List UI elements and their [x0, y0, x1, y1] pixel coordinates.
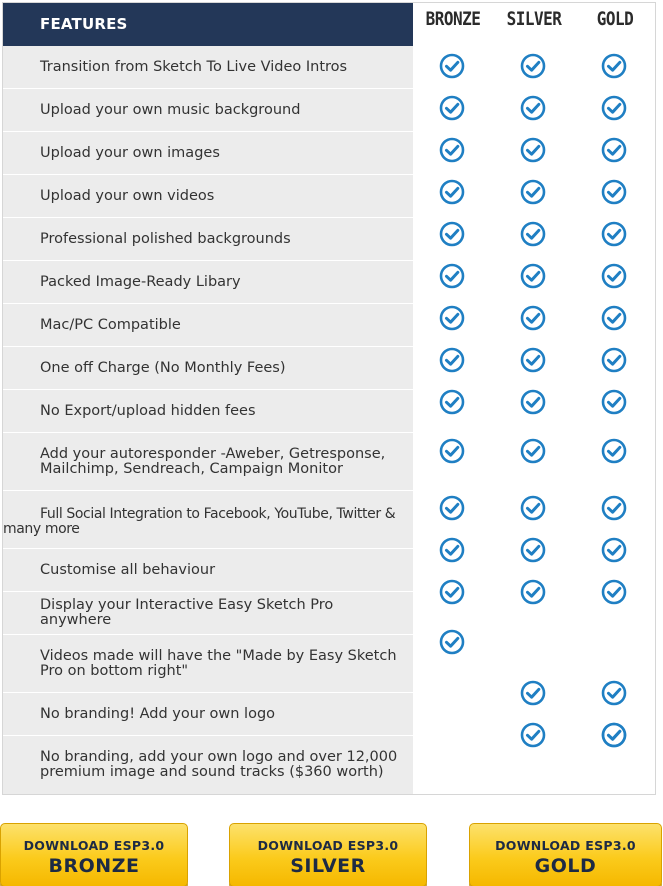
- check-circle-icon: [439, 137, 465, 163]
- feature-label: Add your autoresponder -Aweber, Getresponse, Mailchimp, Sendreach, Campaign Monitor: [40, 445, 386, 477]
- check-circle-icon: [601, 263, 627, 289]
- feature-row: [3, 635, 413, 693]
- feature-row: [3, 347, 413, 390]
- feature-row: [3, 592, 413, 635]
- plan-header-silver: SILVER: [506, 7, 562, 30]
- check-circle-icon: [601, 537, 627, 563]
- check-circle-icon: [520, 347, 546, 373]
- feature-label: Customise all behaviour: [40, 561, 216, 578]
- check-circle-icon: [439, 629, 465, 655]
- feature-label: One off Charge (No Monthly Fees): [40, 359, 286, 376]
- feature-row: [3, 261, 413, 304]
- feature-label: Upload your own videos: [40, 187, 215, 204]
- download-bronze-button[interactable]: [0, 823, 188, 886]
- feature-row: [3, 89, 413, 132]
- check-circle-icon: [520, 438, 546, 464]
- check-circle-icon: [601, 722, 627, 748]
- feature-label: No branding, add your own logo and over 12,000 premium image and sound tracks ($360 worth): [40, 749, 398, 780]
- check-circle-icon: [439, 579, 465, 605]
- feature-row: [3, 175, 413, 218]
- feature-row: [3, 46, 413, 89]
- feature-label: Transition from Sketch To Live Video Intros: [40, 58, 348, 75]
- feature-row: [3, 736, 413, 794]
- download-prefix: DOWNLOAD ESP3.0: [495, 838, 636, 853]
- check-circle-icon: [601, 495, 627, 521]
- download-gold-button[interactable]: [469, 823, 662, 886]
- check-circle-icon: [520, 53, 546, 79]
- plan-name: BRONZE: [48, 855, 140, 877]
- check-circle-icon: [439, 495, 465, 521]
- check-circle-icon: [520, 389, 546, 415]
- features-header: FEATURES: [3, 3, 413, 46]
- feature-label: Full Social Integration to Facebook, YouTube, Twitter & many more: [3, 506, 396, 537]
- check-circle-icon: [439, 263, 465, 289]
- feature-row: [3, 132, 413, 175]
- feature-row: [3, 549, 413, 592]
- plan-header-bronze: BRONZE: [425, 7, 481, 30]
- check-circle-icon: [601, 221, 627, 247]
- check-circle-icon: [439, 53, 465, 79]
- check-circle-icon: [439, 95, 465, 121]
- features-column: [3, 3, 413, 794]
- check-circle-icon: [520, 137, 546, 163]
- check-circle-icon: [520, 537, 546, 563]
- check-circle-icon: [439, 537, 465, 563]
- feature-row: [3, 693, 413, 736]
- feature-label: Upload your own images: [40, 144, 220, 161]
- feature-label: No branding! Add your own logo: [40, 705, 276, 722]
- check-circle-icon: [439, 389, 465, 415]
- check-circle-icon: [601, 438, 627, 464]
- feature-label: Packed Image-Ready Libary: [40, 273, 241, 290]
- feature-label: Upload your own music background: [40, 101, 301, 118]
- feature-row: [3, 304, 413, 347]
- check-circle-icon: [439, 221, 465, 247]
- check-circle-icon: [601, 179, 627, 205]
- download-silver-button[interactable]: [229, 823, 427, 886]
- download-prefix: DOWNLOAD ESP3.0: [257, 838, 399, 853]
- check-circle-icon: [439, 347, 465, 373]
- check-circle-icon: [601, 389, 627, 415]
- check-circle-icon: [520, 680, 546, 706]
- check-circle-icon: [520, 179, 546, 205]
- plan-name: SILVER: [290, 855, 366, 877]
- pricing-comparison-table: [2, 2, 656, 795]
- check-circle-icon: [439, 179, 465, 205]
- check-circle-icon: [601, 95, 627, 121]
- feature-label: Mac/PC Compatible: [40, 316, 181, 333]
- check-circle-icon: [439, 305, 465, 331]
- feature-label: No Export/upload hidden fees: [40, 402, 256, 419]
- check-circle-icon: [520, 579, 546, 605]
- feature-label: Videos made will have the "Made by Easy Sketch Pro on bottom right": [40, 647, 397, 679]
- check-circle-icon: [601, 347, 627, 373]
- feature-row: [3, 218, 413, 261]
- check-circle-icon: [520, 495, 546, 521]
- feature-label: Display your Interactive Easy Sketch Pro anywhere: [40, 597, 334, 628]
- download-prefix: DOWNLOAD ESP3.0: [23, 838, 165, 853]
- check-circle-icon: [601, 680, 627, 706]
- check-circle-icon: [520, 305, 546, 331]
- check-circle-icon: [520, 95, 546, 121]
- check-circle-icon: [601, 53, 627, 79]
- check-circle-icon: [520, 263, 546, 289]
- check-circle-icon: [601, 579, 627, 605]
- feature-row: [3, 491, 413, 549]
- plan-header-gold: GOLD: [596, 7, 634, 30]
- check-circle-icon: [601, 137, 627, 163]
- check-circle-icon: [520, 722, 546, 748]
- check-circle-icon: [439, 438, 465, 464]
- plan-name: GOLD: [534, 855, 597, 877]
- feature-label: Professional polished backgrounds: [40, 230, 291, 247]
- check-circle-icon: [520, 221, 546, 247]
- feature-row: [3, 433, 413, 491]
- feature-row: [3, 390, 413, 433]
- check-circle-icon: [601, 305, 627, 331]
